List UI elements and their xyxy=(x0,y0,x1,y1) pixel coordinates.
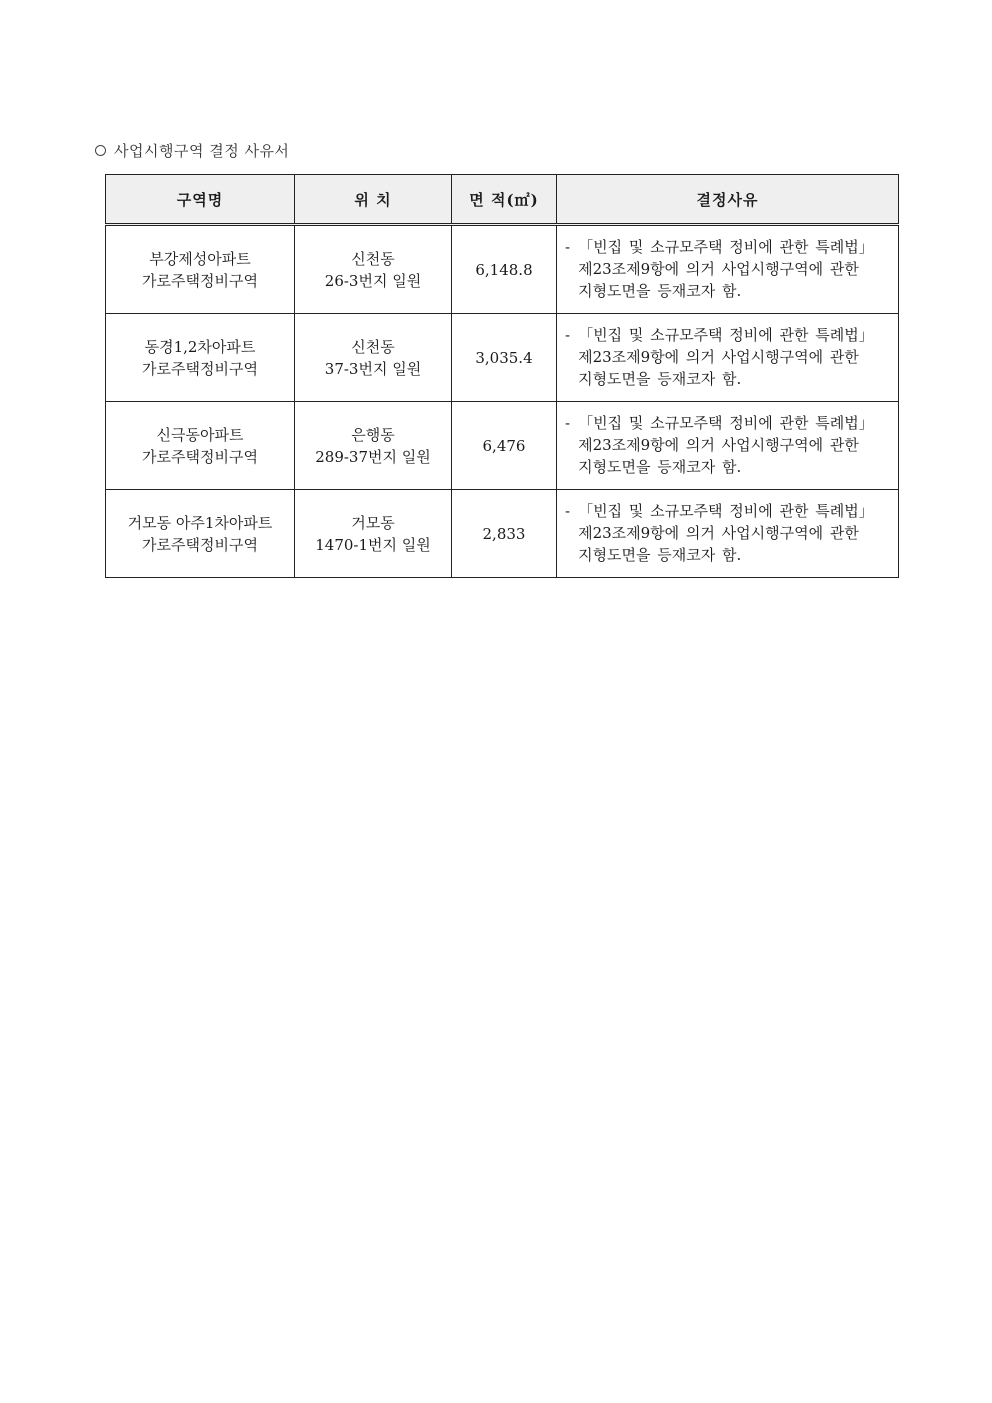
zone-name-line1: 거모동 아주1차아파트 xyxy=(127,513,273,532)
header-zone-name: 구역명 xyxy=(106,175,295,225)
zone-name-line2: 가로주택정비구역 xyxy=(142,447,258,466)
location-line2: 1470-1번지 일원 xyxy=(315,535,431,554)
table-row xyxy=(106,225,899,314)
zone-name-cell xyxy=(106,490,295,578)
reason-line2: 제23조제9항에 의거 사업시행구역에 관한 xyxy=(578,348,859,366)
reason-line1: 「빈집 및 소규모주택 정비에 관한 특례법」 xyxy=(578,238,874,256)
reason-cell xyxy=(557,225,899,314)
location-line2: 37-3번지 일원 xyxy=(324,359,422,378)
table-row xyxy=(106,490,899,578)
reason-line2: 제23조제9항에 의거 사업시행구역에 관한 xyxy=(578,436,859,454)
zone-name-cell xyxy=(106,225,295,314)
reason-dash: - xyxy=(565,414,571,432)
reason-dash: - xyxy=(565,238,571,256)
reason-dash: - xyxy=(565,326,571,344)
reason-cell xyxy=(557,314,899,402)
reason-cell xyxy=(557,490,899,578)
location-cell xyxy=(295,314,452,402)
reason-dash: - xyxy=(565,502,571,520)
section-title-text: 사업시행구역 결정 사유서 xyxy=(114,142,290,160)
zone-name-cell xyxy=(106,314,295,402)
header-location: 위 치 xyxy=(295,175,452,225)
reason-line3: 지형도면을 등재코자 함. xyxy=(578,282,742,300)
reason-line1: 「빈집 및 소규모주택 정비에 관한 특례법」 xyxy=(578,502,874,520)
reason-line3: 지형도면을 등재코자 함. xyxy=(578,370,742,388)
area-cell: 6,476 xyxy=(452,402,557,490)
location-cell xyxy=(295,402,452,490)
reason-line3: 지형도면을 등재코자 함. xyxy=(578,546,742,564)
table-row xyxy=(106,402,899,490)
reason-line2: 제23조제9항에 의거 사업시행구역에 관한 xyxy=(578,524,859,542)
reason-line1: 「빈집 및 소규모주택 정비에 관한 특례법」 xyxy=(578,326,874,344)
reason-line3: 지형도면을 등재코자 함. xyxy=(578,458,742,476)
location-cell xyxy=(295,490,452,578)
location-line1: 은행동 xyxy=(351,425,395,444)
reason-cell xyxy=(557,402,899,490)
header-area: 면 적(㎡) xyxy=(452,175,557,225)
zone-name-line1: 신극동아파트 xyxy=(156,425,244,444)
location-line1: 신천동 xyxy=(351,249,395,268)
location-line2: 26-3번지 일원 xyxy=(324,271,422,290)
zone-name-line1: 동경1,2차아파트 xyxy=(144,337,256,356)
location-cell xyxy=(295,225,452,314)
table-header-row xyxy=(106,175,899,225)
zone-name-cell xyxy=(106,402,295,490)
area-cell: 6,148.8 xyxy=(452,225,557,314)
area-cell: 2,833 xyxy=(452,490,557,578)
area-cell: 3,035.4 xyxy=(452,314,557,402)
table-row xyxy=(106,314,899,402)
reason-line1: 「빈집 및 소규모주택 정비에 관한 특례법」 xyxy=(578,414,874,432)
circle-bullet-icon xyxy=(95,145,106,156)
zone-name-line2: 가로주택정비구역 xyxy=(142,359,258,378)
zone-name-line2: 가로주택정비구역 xyxy=(142,535,258,554)
decision-reason-table xyxy=(105,174,899,578)
location-line1: 거모동 xyxy=(351,513,395,532)
location-line1: 신천동 xyxy=(351,337,395,356)
reason-line2: 제23조제9항에 의거 사업시행구역에 관한 xyxy=(578,260,859,278)
zone-name-line1: 부강제성아파트 xyxy=(149,249,251,268)
zone-name-line2: 가로주택정비구역 xyxy=(142,271,258,290)
location-line2: 289-37번지 일원 xyxy=(315,447,431,466)
header-reason: 결정사유 xyxy=(557,175,899,225)
section-title xyxy=(95,140,289,161)
